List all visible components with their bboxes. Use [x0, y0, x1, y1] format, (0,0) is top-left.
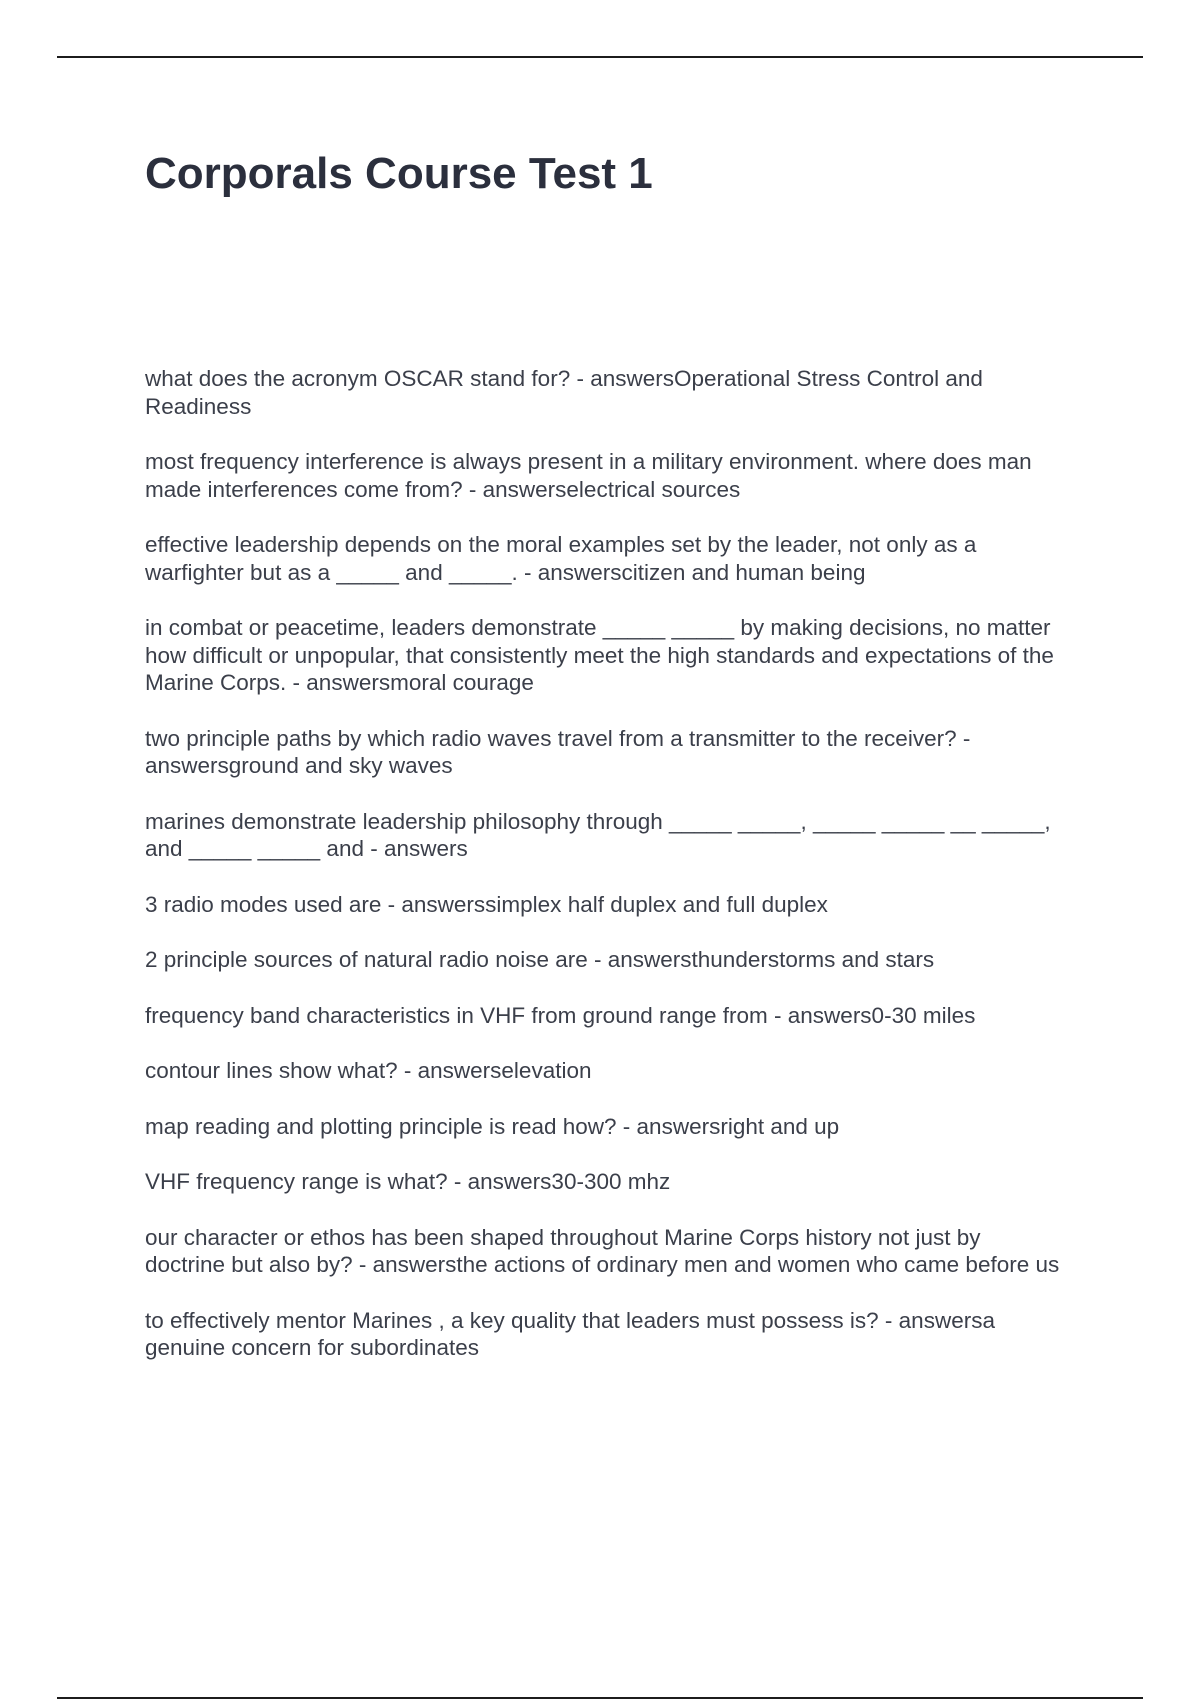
qa-item: in combat or peacetime, leaders demonstrate _____ _____ by making decisions, no matter how difficult or unpopular, that consistently meet the high standards and expectations of the Marine Corps. - answersmoral courage	[145, 615, 1054, 695]
qa-item: map reading and plotting principle is read how? - answersright and up	[145, 1113, 840, 1139]
qa-item: what does the acronym OSCAR stand for? - answersOperational Stress Control and Readiness	[145, 366, 983, 419]
top-divider	[57, 56, 1143, 58]
qa-item: 3 radio modes used are - answerssimplex half duplex and full duplex	[145, 891, 828, 917]
qa-item: to effectively mentor Marines , a key quality that leaders must possess is? - answersa genuine concern for subordinates	[145, 1307, 995, 1360]
qa-item: our character or ethos has been shaped throughout Marine Corps history not just by doctrine but also by? - answersthe actions of ordinary men and women who came before us	[145, 1224, 1060, 1277]
qa-item: marines demonstrate leadership philosophy through _____ _____, _____ _____ __ _____, and _____ _____ and - answers	[145, 808, 1051, 861]
page-title: Corporals Course Test 1	[145, 149, 653, 198]
qa-item: frequency band characteristics in VHF from ground range from - answers0-30 miles	[145, 1002, 976, 1028]
qa-item: two principle paths by which radio waves travel from a transmitter to the receiver? - answersground and sky waves	[145, 725, 971, 778]
bottom-divider	[57, 1697, 1143, 1699]
qa-item: effective leadership depends on the moral examples set by the leader, not only as a warfighter but as a _____ and _____. - answerscitizen and human being	[145, 532, 977, 585]
qa-item: contour lines show what? - answerselevation	[145, 1058, 592, 1083]
qa-item: VHF frequency range is what? - answers30-300 mhz	[145, 1169, 671, 1194]
qa-item: most frequency interference is always present in a military environment. where does man made interferences come from? - answerselectrical sources	[145, 449, 1032, 502]
question-answer-list	[145, 365, 1065, 1390]
qa-item: 2 principle sources of natural radio noise are - answersthunderstorms and stars	[145, 947, 935, 972]
